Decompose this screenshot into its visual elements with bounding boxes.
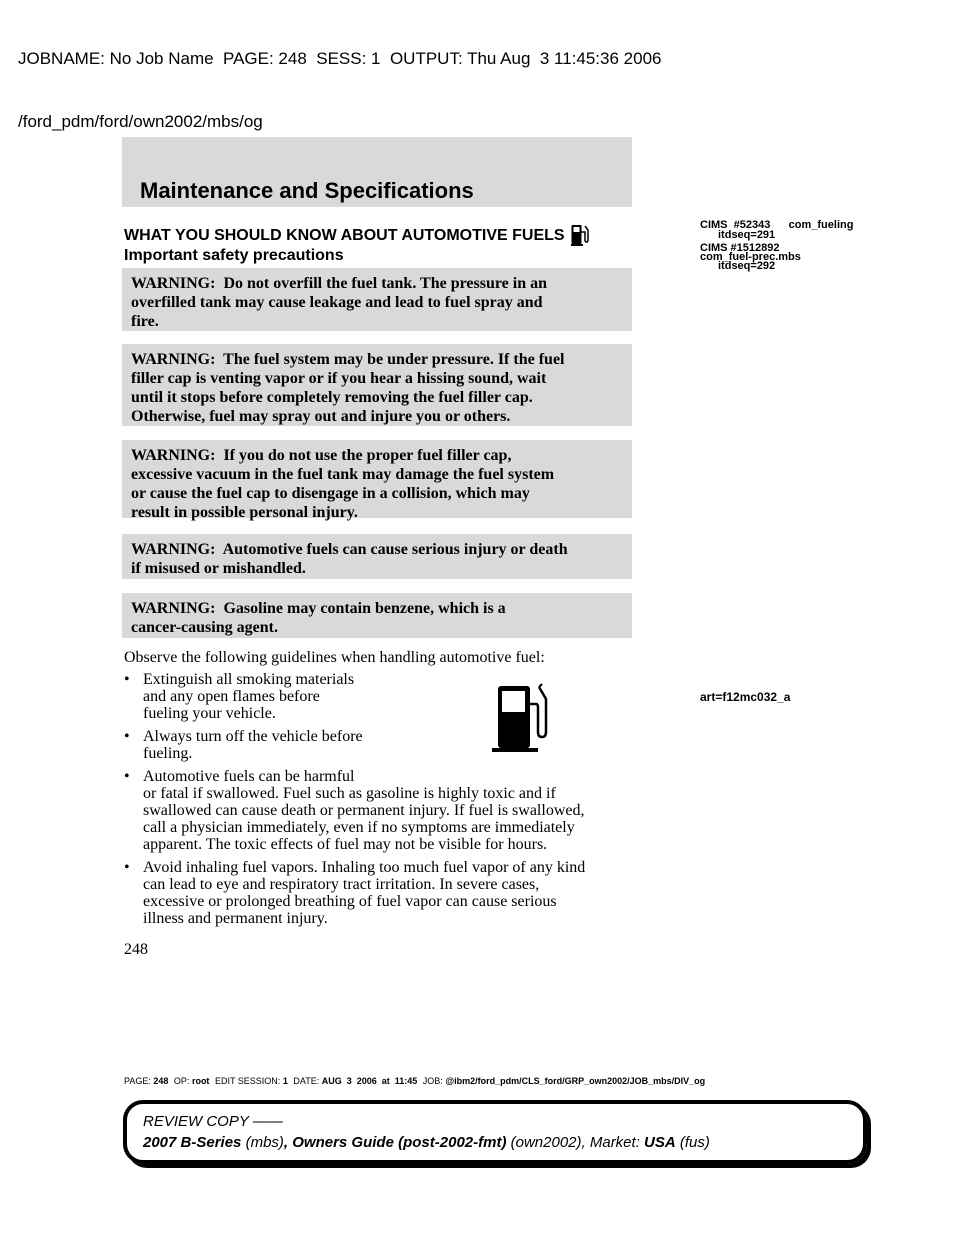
footer-page-label: PAGE:: [124, 1076, 151, 1086]
list-item-text: Automotive fuels can be harmful or fatal if swallowed. Fuel such as gasoline is highly toxic and if swallowed can cause death or permanent injury. If fuel is swallowed, call a physician immediately, even if no symptoms are immediately apparent. The toxic effects of fuel may not be visible for hours.: [143, 768, 585, 853]
review-guide: Owners Guide (post-2002-fmt): [292, 1134, 507, 1151]
footer-job-info: [124, 1076, 705, 1086]
review-separator: ,: [283, 1134, 289, 1151]
warning-box: WARNING: If you do not use the proper fuel filler cap, excessive vacuum in the fuel tank may damage the fuel system or cause the fuel cap to disengage in a collision, which may result in possible personal injury.: [122, 440, 632, 518]
job-header-line1: JOBNAME: No Job Name PAGE: 248 SESS: 1 OUTPUT: Thu Aug 3 11:45:36 2006: [18, 49, 662, 68]
review-model: 2007 B-Series: [143, 1134, 242, 1151]
fuels-heading: [124, 224, 589, 246]
subheading: Important safety precautions: [124, 247, 344, 264]
review-copy-label: REVIEW COPY ——: [143, 1113, 283, 1130]
review-market-label: , Market:: [581, 1134, 640, 1151]
footer-date-label: DATE:: [293, 1076, 320, 1086]
footer-session-label: EDIT SESSION:: [214, 1076, 281, 1086]
file-note-2: com_fuel-prec.mbs: [700, 251, 801, 263]
footer-job-label: JOB:: [422, 1076, 443, 1086]
footer-job-value: @ibm2/ford_pdm/CLS_ford/GRP_own2002/JOB_mbs/DIV_og: [445, 1076, 706, 1086]
warning-box: WARNING: The fuel system may be under pressure. If the fuel filler cap is venting vapor or if you hear a hissing sound, wait until it stops before completely removing the fuel filler cap. Otherwise, fuel may spray out and injure you or others.: [122, 344, 632, 426]
review-market: USA: [644, 1134, 676, 1151]
itdseq-note-1: itdseq=291: [718, 229, 776, 241]
itdseq-note-2: itdseq=292: [718, 260, 776, 272]
list-item-text: Always turn off the vehicle before fueling.: [143, 728, 363, 762]
bullet-glyph: •: [124, 671, 130, 688]
list-item-text: Extinguish all smoking materials and any open flames before fueling your vehicle.: [143, 671, 355, 722]
warning-box: WARNING: Automotive fuels can cause serious injury or death if misused or mishandled.: [122, 534, 632, 579]
fuel-pump-icon: [571, 224, 589, 246]
intro-text: Observe the following guidelines when handling automotive fuel:: [124, 649, 545, 666]
job-header: [18, 6, 662, 153]
footer-date-value: AUG 3 2006 at 11:45: [321, 1076, 418, 1086]
footer-page-value: 248: [153, 1076, 169, 1086]
fuel-pump-illustration: [484, 680, 552, 756]
footer-op-label: OP:: [173, 1076, 190, 1086]
review-copy-details: [143, 1134, 710, 1151]
review-model-code: (mbs): [245, 1134, 284, 1151]
bullet-glyph: •: [124, 768, 130, 785]
bullet-glyph: •: [124, 859, 130, 876]
review-copy-box: [123, 1100, 867, 1164]
page-number: 248: [124, 941, 148, 958]
warning-box: WARNING: Gasoline may contain benzene, which is a cancer-causing agent.: [122, 593, 632, 638]
cims-note-1: CIMS #52343 com_fueling: [700, 219, 854, 231]
footer-op-value: root: [191, 1076, 210, 1086]
art-note: art=f12mc032_a: [700, 690, 791, 704]
footer-session-value: 1: [282, 1076, 288, 1086]
cims-note-2: CIMS #1512892: [700, 242, 780, 254]
section-title: Maintenance and Specifications: [140, 178, 474, 203]
list-item-text: Avoid inhaling fuel vapors. Inhaling too much fuel vapor of any kind can lead to eye and respiratory tract irritation. In severe cases, excessive or prolonged breathing of fuel vapor can cause serious illness and permanent injury.: [143, 859, 586, 927]
review-guide-code: (own2002): [510, 1134, 582, 1151]
heading-text: WHAT YOU SHOULD KNOW ABOUT AUTOMOTIVE FUELS: [124, 227, 565, 244]
job-header-line2: /ford_pdm/ford/own2002/mbs/og: [18, 112, 263, 131]
review-market-code: (fus): [679, 1134, 710, 1151]
warning-box: WARNING: Do not overfill the fuel tank. The pressure in an overfilled tank may cause leakage and lead to fuel spray and fire.: [122, 268, 632, 331]
bullet-glyph: •: [124, 728, 130, 745]
